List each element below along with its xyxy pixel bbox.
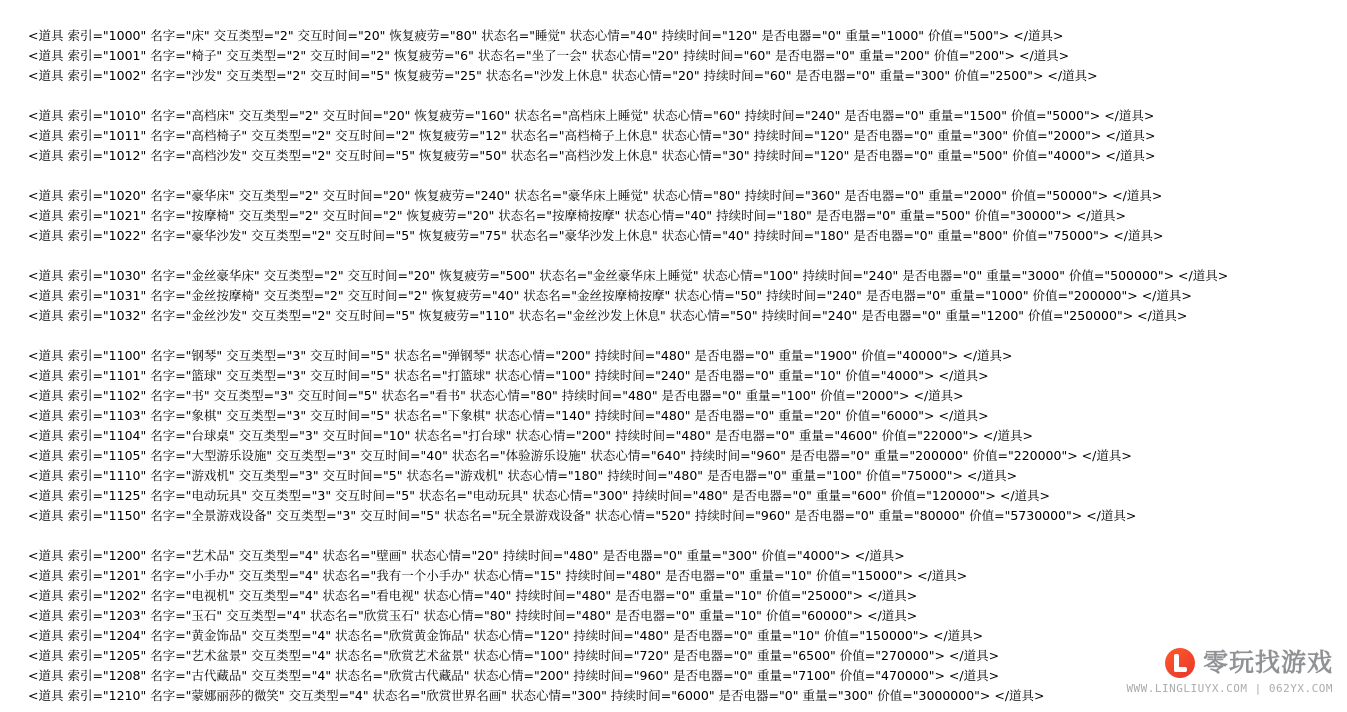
xml-line: <道具 索引="1202" 名字="电视机" 交互类型="4" 状态名="看电视" 状态心情="40" 持续时间="480" 是否电器="0" 重量="10" 价值="25000"> </道具>: [28, 588, 918, 603]
xml-line: <道具 索引="1020" 名字="豪华床" 交互类型="2" 交互时间="20" 恢复疲劳="240" 状态名="豪华床上睡觉" 状态心情="80" 持续时间="360" 是否电器="0" 重量="2000" 价值="50000"> </道具>: [28, 188, 1163, 203]
xml-line: <道具 索引="1032" 名字="金丝沙发" 交互类型="2" 交互时间="5" 恢复疲劳="110" 状态名="金丝沙发上休息" 状态心情="50" 持续时间="240" 是否电器="0" 重量="1200" 价值="250000"> </道具>: [28, 308, 1188, 323]
xml-line: <道具 索引="1208" 名字="古代藏品" 交互类型="4" 状态名="欣赏古代藏品" 状态心情="200" 持续时间="960" 是否电器="0" 重量="7100" 价值="470000"> </道具>: [28, 668, 1000, 683]
xml-line: <道具 索引="1203" 名字="玉石" 交互类型="4" 状态名="欣赏玉石" 状态心情="80" 持续时间="480" 是否电器="0" 重量="10" 价值="60000"> </道具>: [28, 608, 918, 623]
watermark-title: 零玩找游戏: [1202, 648, 1333, 677]
xml-line: <道具 索引="1205" 名字="艺术盆景" 交互类型="4" 状态名="欣赏艺术盆景" 状态心情="100" 持续时间="720" 是否电器="0" 重量="6500" 价值="270000"> </道具>: [28, 648, 1000, 663]
blank-line: [28, 326, 1347, 346]
xml-line: <道具 索引="1021" 名字="按摩椅" 交互类型="2" 交互时间="2" 恢复疲劳="20" 状态名="按摩椅按摩" 状态心情="40" 持续时间="180" 是否电器="0" 重量="500" 价值="30000"> </道具>: [28, 208, 1126, 223]
xml-line: <道具 索引="1102" 名字="书" 交互类型="3" 交互时间="5" 状态名="看书" 状态心情="80" 持续时间="480" 是否电器="0" 重量="100" 价值="2000"> </道具>: [28, 388, 964, 403]
xml-line: <道具 索引="1010" 名字="高档床" 交互类型="2" 交互时间="20" 恢复疲劳="160" 状态名="高档床上睡觉" 状态心情="60" 持续时间="240" 是否电器="0" 重量="1500" 价值="5000"> </道具>: [28, 108, 1155, 123]
xml-line: <道具 索引="1022" 名字="豪华沙发" 交互类型="2" 交互时间="5" 恢复疲劳="75" 状态名="豪华沙发上休息" 状态心情="40" 持续时间="180" 是否电器="0" 重量="800" 价值="75000"> </道具>: [28, 228, 1164, 243]
blank-line: [28, 86, 1347, 106]
watermark-subtitle: WWW.LINGLIUYX.COM | 062YX.COM: [1126, 682, 1333, 695]
xml-line: <道具 索引="1201" 名字="小手办" 交互类型="4" 状态名="我有一个小手办" 状态心情="15" 持续时间="480" 是否电器="0" 重量="10" 价值="15000"> </道具>: [28, 568, 968, 583]
xml-line: <道具 索引="1125" 名字="电动玩具" 交互类型="3" 交互时间="5" 状态名="电动玩具" 状态心情="300" 持续时间="480" 是否电器="0" 重量="600" 价值="120000"> </道具>: [28, 488, 1051, 503]
xml-line-list: [28, 26, 1347, 706]
xml-line: <道具 索引="1031" 名字="金丝按摩椅" 交互类型="2" 交互时间="2" 恢复疲劳="40" 状态名="金丝按摩椅按摩" 状态心情="50" 持续时间="240" 是否电器="0" 重量="1000" 价值="200000"> </道具>: [28, 288, 1192, 303]
xml-line: <道具 索引="1001" 名字="椅子" 交互类型="2" 交互时间="2" 恢复疲劳="6" 状态名="坐了一会" 状态心情="20" 持续时间="60" 是否电器="0" 重量="200" 价值="200"> </道具>: [28, 48, 1070, 63]
xml-line: <道具 索引="1210" 名字="蒙娜丽莎的微笑" 交互类型="4" 状态名="欣赏世界名画" 状态心情="300" 持续时间="6000" 是否电器="0" 重量="300" 价值="3000000"> </道具>: [28, 688, 1045, 703]
xml-line: <道具 索引="1101" 名字="篮球" 交互类型="3" 交互时间="5" 状态名="打篮球" 状态心情="100" 持续时间="240" 是否电器="0" 重量="10" 价值="4000"> </道具>: [28, 368, 989, 383]
xml-line: <道具 索引="1105" 名字="大型游乐设施" 交互类型="3" 交互时间="40" 状态名="体验游乐设施" 状态心情="640" 持续时间="960" 是否电器="0" 重量="200000" 价值="220000"> </道具>: [28, 448, 1132, 463]
xml-line: <道具 索引="1150" 名字="全景游戏设备" 交互类型="3" 交互时间="5" 状态名="玩全景游戏设备" 状态心情="520" 持续时间="960" 是否电器="0" 重量="80000" 价值="5730000"> </道具>: [28, 508, 1137, 523]
blank-line: [28, 246, 1347, 266]
xml-line: <道具 索引="1204" 名字="黄金饰品" 交互类型="4" 状态名="欣赏黄金饰品" 状态心情="120" 持续时间="480" 是否电器="0" 重量="10" 价值="150000"> </道具>: [28, 628, 984, 643]
blank-line: [28, 166, 1347, 186]
xml-line: <道具 索引="1103" 名字="象棋" 交互类型="3" 交互时间="5" 状态名="下象棋" 状态心情="140" 持续时间="480" 是否电器="0" 重量="20" 价值="6000"> </道具>: [28, 408, 989, 423]
xml-line: <道具 索引="1030" 名字="金丝豪华床" 交互类型="2" 交互时间="20" 恢复疲劳="500" 状态名="金丝豪华床上睡觉" 状态心情="100" 持续时间="240" 是否电器="0" 重量="3000" 价值="500000"> </道具>: [28, 268, 1229, 283]
xml-line: <道具 索引="1100" 名字="钢琴" 交互类型="3" 交互时间="5" 状态名="弹钢琴" 状态心情="200" 持续时间="480" 是否电器="0" 重量="1900" 价值="40000"> </道具>: [28, 348, 1013, 363]
xml-line: <道具 索引="1104" 名字="台球桌" 交互类型="3" 交互时间="10" 状态名="打台球" 状态心情="200" 持续时间="480" 是否电器="0" 重量="4600" 价值="22000"> </道具>: [28, 428, 1033, 443]
xml-line: <道具 索引="1200" 名字="艺术品" 交互类型="4" 状态名="壁画" 状态心情="20" 持续时间="480" 是否电器="0" 重量="300" 价值="4000"> </道具>: [28, 548, 905, 563]
blank-line: [28, 526, 1347, 546]
xml-line: <道具 索引="1110" 名字="游戏机" 交互类型="3" 交互时间="5" 状态名="游戏机" 状态心情="180" 持续时间="480" 是否电器="0" 重量="100" 价值="75000"> </道具>: [28, 468, 1018, 483]
xml-line: <道具 索引="1012" 名字="高档沙发" 交互类型="2" 交互时间="5" 恢复疲劳="50" 状态名="高档沙发上休息" 状态心情="30" 持续时间="120" 是否电器="0" 重量="500" 价值="4000"> </道具>: [28, 148, 1156, 163]
xml-line: <道具 索引="1002" 名字="沙发" 交互类型="2" 交互时间="5" 恢复疲劳="25" 状态名="沙发上休息" 状态心情="20" 持续时间="60" 是否电器="0" 重量="300" 价值="2500"> </道具>: [28, 68, 1098, 83]
xml-line: <道具 索引="1000" 名字="床" 交互类型="2" 交互时间="20" 恢复疲劳="80" 状态名="睡觉" 状态心情="40" 持续时间="120" 是否电器="0" 重量="1000" 价值="500"> </道具>: [28, 28, 1064, 43]
xml-line: <道具 索引="1011" 名字="高档椅子" 交互类型="2" 交互时间="2" 恢复疲劳="12" 状态名="高档椅子上休息" 状态心情="30" 持续时间="120" 是否电器="0" 重量="300" 价值="2000"> </道具>: [28, 128, 1156, 143]
